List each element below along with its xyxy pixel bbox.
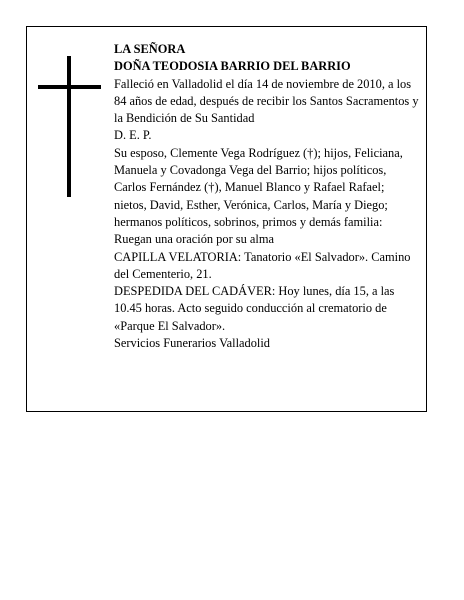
rip-text: D. E. P. [114, 128, 152, 143]
death-statement: Falleció en Valladolid el día 14 de noviembre de 2010, a los 84 años de edad, después de recibir los Santos Sacramentos y la Bendición de Su Santidad [114, 76, 419, 126]
farewell-info: DESPEDIDA DEL CADÁVER: Hoy lunes, día 15, a las 10.45 horas. Acto seguido conducción al crematorio de «Parque El Salvador». [114, 284, 395, 333]
cross-horizontal-bar [38, 85, 101, 89]
notice-text [114, 41, 419, 352]
deceased-name: DOÑA TEODOSIA BARRIO DEL BARRIO [114, 59, 351, 74]
family-list: Su esposo, Clemente Vega Rodríguez (†); hijos, Feliciana, Manuela y Covadonga Vega del Barrio; hijos políticos, Carlos Fernández (†), Manuel Blanco y Rafael Rafael; nietos, David, Esther, Verónica, Carlos, María y Diego; hermanos políticos, sobrinos, primos y demás familia: [114, 145, 403, 229]
prayer-request: Ruegan una oración por su alma [114, 232, 274, 247]
chapel-info: CAPILLA VELATORIA: Tanatorio «El Salvador». Camino del Cementerio, 21. [114, 249, 411, 281]
obituary-notice [26, 26, 427, 412]
funeral-services: Servicios Funerarios Valladolid [114, 336, 271, 351]
cross-vertical-bar [67, 56, 71, 197]
honorific: LA SEÑORA [114, 42, 186, 56]
